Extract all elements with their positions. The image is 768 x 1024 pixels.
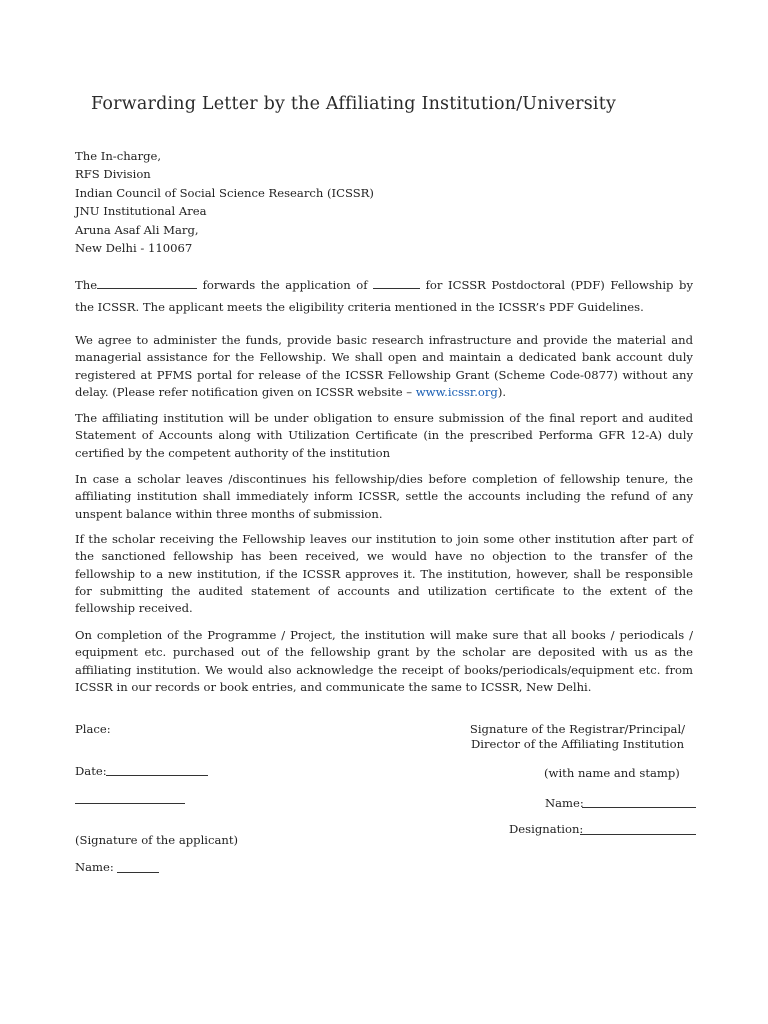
applicant-signature-label: (Signature of the applicant) xyxy=(75,833,239,847)
paragraph-obligation: The affiliating institution will be under obligation to ensure submission of the final report and audited Statement of Accounts along with Utilization Certificate (in the prescribed Performa GFR 12-A) duly certified by the competent authority of the institution xyxy=(75,411,693,460)
applicant-name-blank[interactable] xyxy=(373,279,420,289)
applicant-name-line[interactable] xyxy=(117,872,159,873)
p2-end: ). xyxy=(497,384,507,399)
paragraph-funds xyxy=(75,332,693,401)
paragraph-completion: On completion of the Programme / Project, the institution will make sure that all books / periodicals / equipment etc. purchased out of the fellowship grant by the scholar are deposited with us as the affiliating institution. We would also acknowledge the receipt of books/periodicals/equipment etc. from ICSSR in our records or book entries, and communicate the same to ICSSR, New Delhi. xyxy=(75,628,693,694)
address-line: JNU Institutional Area xyxy=(75,204,207,219)
paragraph-forwarding-line1 xyxy=(75,278,693,292)
registrar-signature-label-2: Director of the Affiliating Institution xyxy=(470,737,685,751)
p1-for: for ICSSR Postdoctoral (PDF) Fellowship by xyxy=(425,278,694,292)
institution-name-blank[interactable] xyxy=(97,279,197,289)
page-title: Forwarding Letter by the Affiliating Institution/University xyxy=(91,94,617,114)
p2-text: We agree to administer the funds, provide basic research infrastructure and provide the material and managerial assistance for the Fellowship. We shall open and maintain a dedicated bank account duly registered at PFMS portal for release of the ICSSR Fellowship Grant (Scheme Code-0877) without any delay. (Please refer notification given on ICSSR website – xyxy=(75,333,693,399)
p1-forwards: forwards the application of xyxy=(202,278,368,292)
date-label: Date: xyxy=(75,764,107,778)
icssr-website-link[interactable]: www.icssr.org xyxy=(415,384,498,399)
stamp-note: (with name and stamp) xyxy=(544,766,680,780)
place-label: Place: xyxy=(75,722,111,736)
address-line: Aruna Asaf Ali Marg, xyxy=(75,222,199,237)
paragraph-scholar-leaves: In case a scholar leaves /discontinues his fellowship/dies before completion of fellowship tenure, the affiliating institution shall immediately inform ICSSR, settle the accounts including the refund of any unspent balance within three months of submission. xyxy=(75,472,693,521)
registrar-name-line[interactable] xyxy=(582,807,696,808)
applicant-name-label: Name: xyxy=(75,860,114,874)
p1-the: The xyxy=(75,278,98,292)
paragraph-forwarding-line2: the ICSSR. The applicant meets the eligibility criteria mentioned in the ICSSR’s PDF Guidelines. xyxy=(75,300,644,314)
address-line: RFS Division xyxy=(75,167,151,182)
paragraph-transfer: If the scholar receiving the Fellowship leaves our institution to join some other institution after part of the sanctioned fellowship has been received, we would have no objection to the transfer of the fellowship to a new institution, if the ICSSR approves it. The institution, however, shall be responsible for submitting the audited statement of accounts and utilization certificate to the extent of the fellowship received. xyxy=(75,532,693,616)
recipient-address xyxy=(75,147,374,257)
address-line: New Delhi - 110067 xyxy=(75,241,193,256)
registrar-signature-label-1: Signature of the Registrar/Principal/ xyxy=(469,722,686,736)
designation-label: Designation: xyxy=(509,822,584,836)
applicant-signature-line[interactable] xyxy=(75,803,185,804)
date-field-line[interactable] xyxy=(106,775,208,776)
address-line: The In-charge, xyxy=(75,149,162,163)
registrar-name-label: Name: xyxy=(545,796,584,810)
address-line: Indian Council of Social Science Research (ICSSR) xyxy=(75,185,374,200)
designation-line[interactable] xyxy=(580,834,696,835)
